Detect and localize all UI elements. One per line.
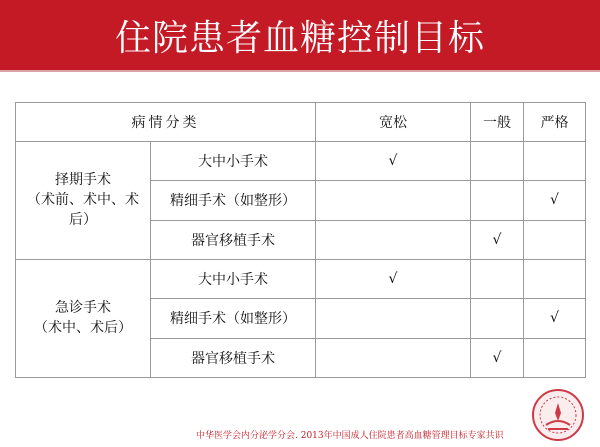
column-header-relaxed: 宽松 xyxy=(316,103,471,142)
divider xyxy=(0,70,600,72)
check-cell-relaxed xyxy=(316,299,471,338)
group-label-line: （术中、术后） xyxy=(34,320,132,337)
title-banner xyxy=(0,0,600,70)
column-header-strict: 严格 xyxy=(524,103,586,142)
check-cell-strict xyxy=(524,142,586,181)
column-header-general: 一般 xyxy=(471,103,524,142)
group-label-line: 择期手术 xyxy=(55,172,111,189)
row-name-cell: 精细手术（如整形） xyxy=(151,181,316,220)
group-label-line: 后） xyxy=(69,212,97,229)
group-label-line: （术前、术中、术 xyxy=(27,192,139,209)
table-row xyxy=(16,142,586,181)
check-cell-general xyxy=(471,181,524,220)
society-seal-logo-icon xyxy=(532,389,584,441)
check-cell-relaxed: √ xyxy=(316,142,471,181)
row-name-cell: 大中小手术 xyxy=(151,142,316,181)
check-cell-strict: √ xyxy=(524,299,586,338)
glucose-target-table xyxy=(15,102,586,378)
row-name-cell: 大中小手术 xyxy=(151,259,316,298)
check-cell-general xyxy=(471,142,524,181)
group-label-elective xyxy=(16,142,151,260)
check-cell-strict xyxy=(524,338,586,377)
check-cell-strict: √ xyxy=(524,181,586,220)
check-cell-strict xyxy=(524,259,586,298)
row-name-cell: 器官移植手术 xyxy=(151,338,316,377)
check-cell-relaxed xyxy=(316,338,471,377)
check-cell-relaxed xyxy=(316,220,471,259)
check-cell-general: √ xyxy=(471,220,524,259)
seal-graphic xyxy=(534,391,582,439)
check-cell-relaxed: √ xyxy=(316,259,471,298)
page-title: 住院患者血糖控制目标 xyxy=(114,17,485,59)
table-header-row xyxy=(16,103,586,142)
check-cell-general xyxy=(471,259,524,298)
table-row xyxy=(16,259,586,298)
check-cell-strict xyxy=(524,220,586,259)
row-name-cell: 器官移植手术 xyxy=(151,220,316,259)
group-label-line: 急诊手术 xyxy=(55,300,111,317)
column-header-category: 病情分类 xyxy=(16,103,316,142)
check-cell-relaxed xyxy=(316,181,471,220)
group-label-emergency xyxy=(16,259,151,377)
row-name-cell: 精细手术（如整形） xyxy=(151,299,316,338)
check-cell-general xyxy=(471,299,524,338)
source-citation: 中华医学会内分泌学分会. 2013年中国成人住院患者高血糖管理目标专家共识 xyxy=(196,431,504,441)
check-cell-general: √ xyxy=(471,338,524,377)
